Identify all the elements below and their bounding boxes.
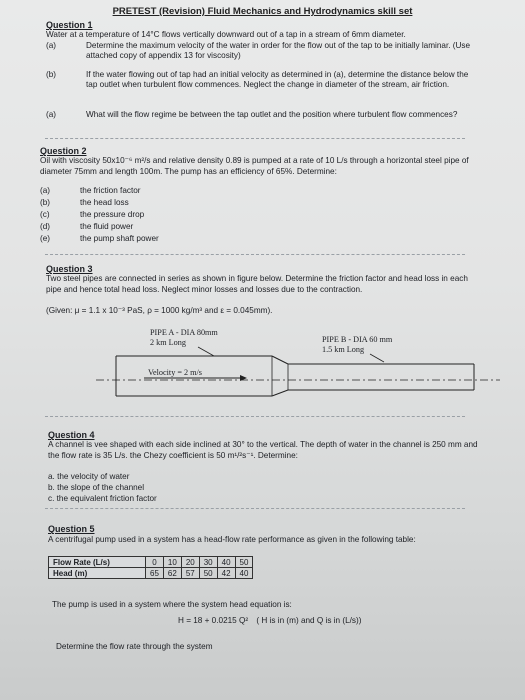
question-4-part-a: a. the velocity of water (48, 472, 130, 481)
question-5-heading: Question 5 (48, 524, 95, 534)
item-text: What will the flow regime be between the tap outlet and the position where turbulent flow commences? (86, 110, 458, 119)
table-row (49, 568, 253, 579)
item-text: the fluid power (80, 222, 134, 231)
pipe-a-length: 2 km Long (150, 338, 186, 347)
table-cell: 50 (199, 568, 217, 579)
reducer-bottom (272, 390, 288, 396)
item-text: Determine the maximum velocity of the water in order for the flow out of the tap to be initially laminar. (Use attached copy of appendix 13 for viscosity) (86, 41, 471, 60)
performance-table (48, 556, 253, 579)
question-4-heading: Question 4 (48, 430, 95, 440)
system-head-text: The pump is used in a system where the system head equation is: (52, 600, 292, 609)
item-label: (a) (40, 186, 51, 195)
pipe-b-length: 1.5 km Long (322, 345, 365, 354)
table-cell: 65 (146, 568, 164, 579)
question-3-given: (Given: μ = 1.1 x 10⁻³ PaS, ρ = 1000 kg/m³ and ε = 0.045mm). (46, 306, 273, 315)
table-row-label: Head (m) (49, 568, 146, 579)
equation-note: ( H is in (m) and Q is in (L/s)) (256, 616, 362, 625)
item-text: the pump shaft power (80, 234, 159, 243)
item-text: If the water flowing out of tap had an initial velocity as determined in (a), determine the distance below the tap outlet when turbulent flow commences. Neglect the change in diameter of the stream, air friction. (86, 70, 469, 89)
question-5-intro: A centrifugal pump used in a system has a head-flow rate performance as given in the following table: (48, 535, 416, 544)
divider (45, 508, 465, 509)
table-row (49, 557, 253, 568)
table-cell: 40 (235, 568, 253, 579)
system-head-equation (178, 616, 361, 625)
table-cell: 10 (163, 557, 181, 568)
item-label: (b) (46, 70, 57, 79)
question-3-heading: Question 3 (46, 264, 93, 274)
table-cell: 40 (217, 557, 235, 568)
equation: H = 18 + 0.0215 Q² (178, 616, 249, 625)
divider (45, 416, 465, 417)
reducer-top (272, 356, 288, 364)
table-cell: 62 (163, 568, 181, 579)
item-label: (c) (40, 210, 50, 219)
item-label: (b) (40, 198, 51, 207)
item-text: the pressure drop (80, 210, 145, 219)
table-row-label: Flow Rate (L/s) (49, 557, 146, 568)
question-5-task: Determine the flow rate through the system (56, 642, 213, 651)
question-1-heading: Question 1 (46, 20, 93, 30)
question-4-part-c: c. the equivalent friction factor (48, 494, 157, 503)
question-2-heading: Question 2 (40, 146, 87, 156)
item-label: (d) (40, 222, 51, 231)
table-cell: 42 (217, 568, 235, 579)
item-label: (a) (46, 41, 57, 50)
table-cell: 30 (199, 557, 217, 568)
item-label: (e) (40, 234, 51, 243)
table-cell: 0 (146, 557, 164, 568)
item-label: (a) (46, 110, 57, 119)
velocity-label: Velocity = 2 m/s (148, 368, 202, 377)
question-1-intro: Water at a temperature of 14°C flows vertically downward out of a tap in a stream of 6mm diameter. (46, 30, 406, 39)
pipe-a-name: PIPE A - DIA 80mm (150, 328, 218, 337)
pipe-b-name: PIPE B - DIA 60 mm (322, 335, 393, 344)
pipe-b-leader (370, 354, 384, 362)
question-3-intro: Two steel pipes are connected in series as shown in figure below. Determine the friction factor and head loss in each pipe and hence total head loss. Neglect minor losses and losses due to the contraction. (46, 274, 468, 294)
question-4-intro: A channel is vee shaped with each side inclined at 30° to the vertical. The depth of water in the channel is 250 mm and the flow rate is 35 L/s. the Chezy coefficient is 50 m¹/²s⁻¹. Determine: (48, 440, 478, 460)
item-text: the friction factor (80, 186, 141, 195)
question-2-intro: Oil with viscosity 50x10⁻⁶ m²/s and relative density 0.89 is pumped at a rate of 10 L/s through a horizontal steel pipe of diameter 75mm and length 100m. The pump has an efficiency of 65%. Determine: (40, 156, 469, 176)
table-cell: 57 (181, 568, 199, 579)
table-cell: 20 (181, 557, 199, 568)
question-4-part-b: b. the slope of the channel (48, 483, 145, 492)
table-cell: 50 (235, 557, 253, 568)
page-title: PRETEST (Revision) Fluid Mechanics and Hydrodynamics skill set (112, 6, 413, 17)
item-text: the head loss (80, 198, 129, 207)
pipe-a-leader (198, 347, 214, 356)
